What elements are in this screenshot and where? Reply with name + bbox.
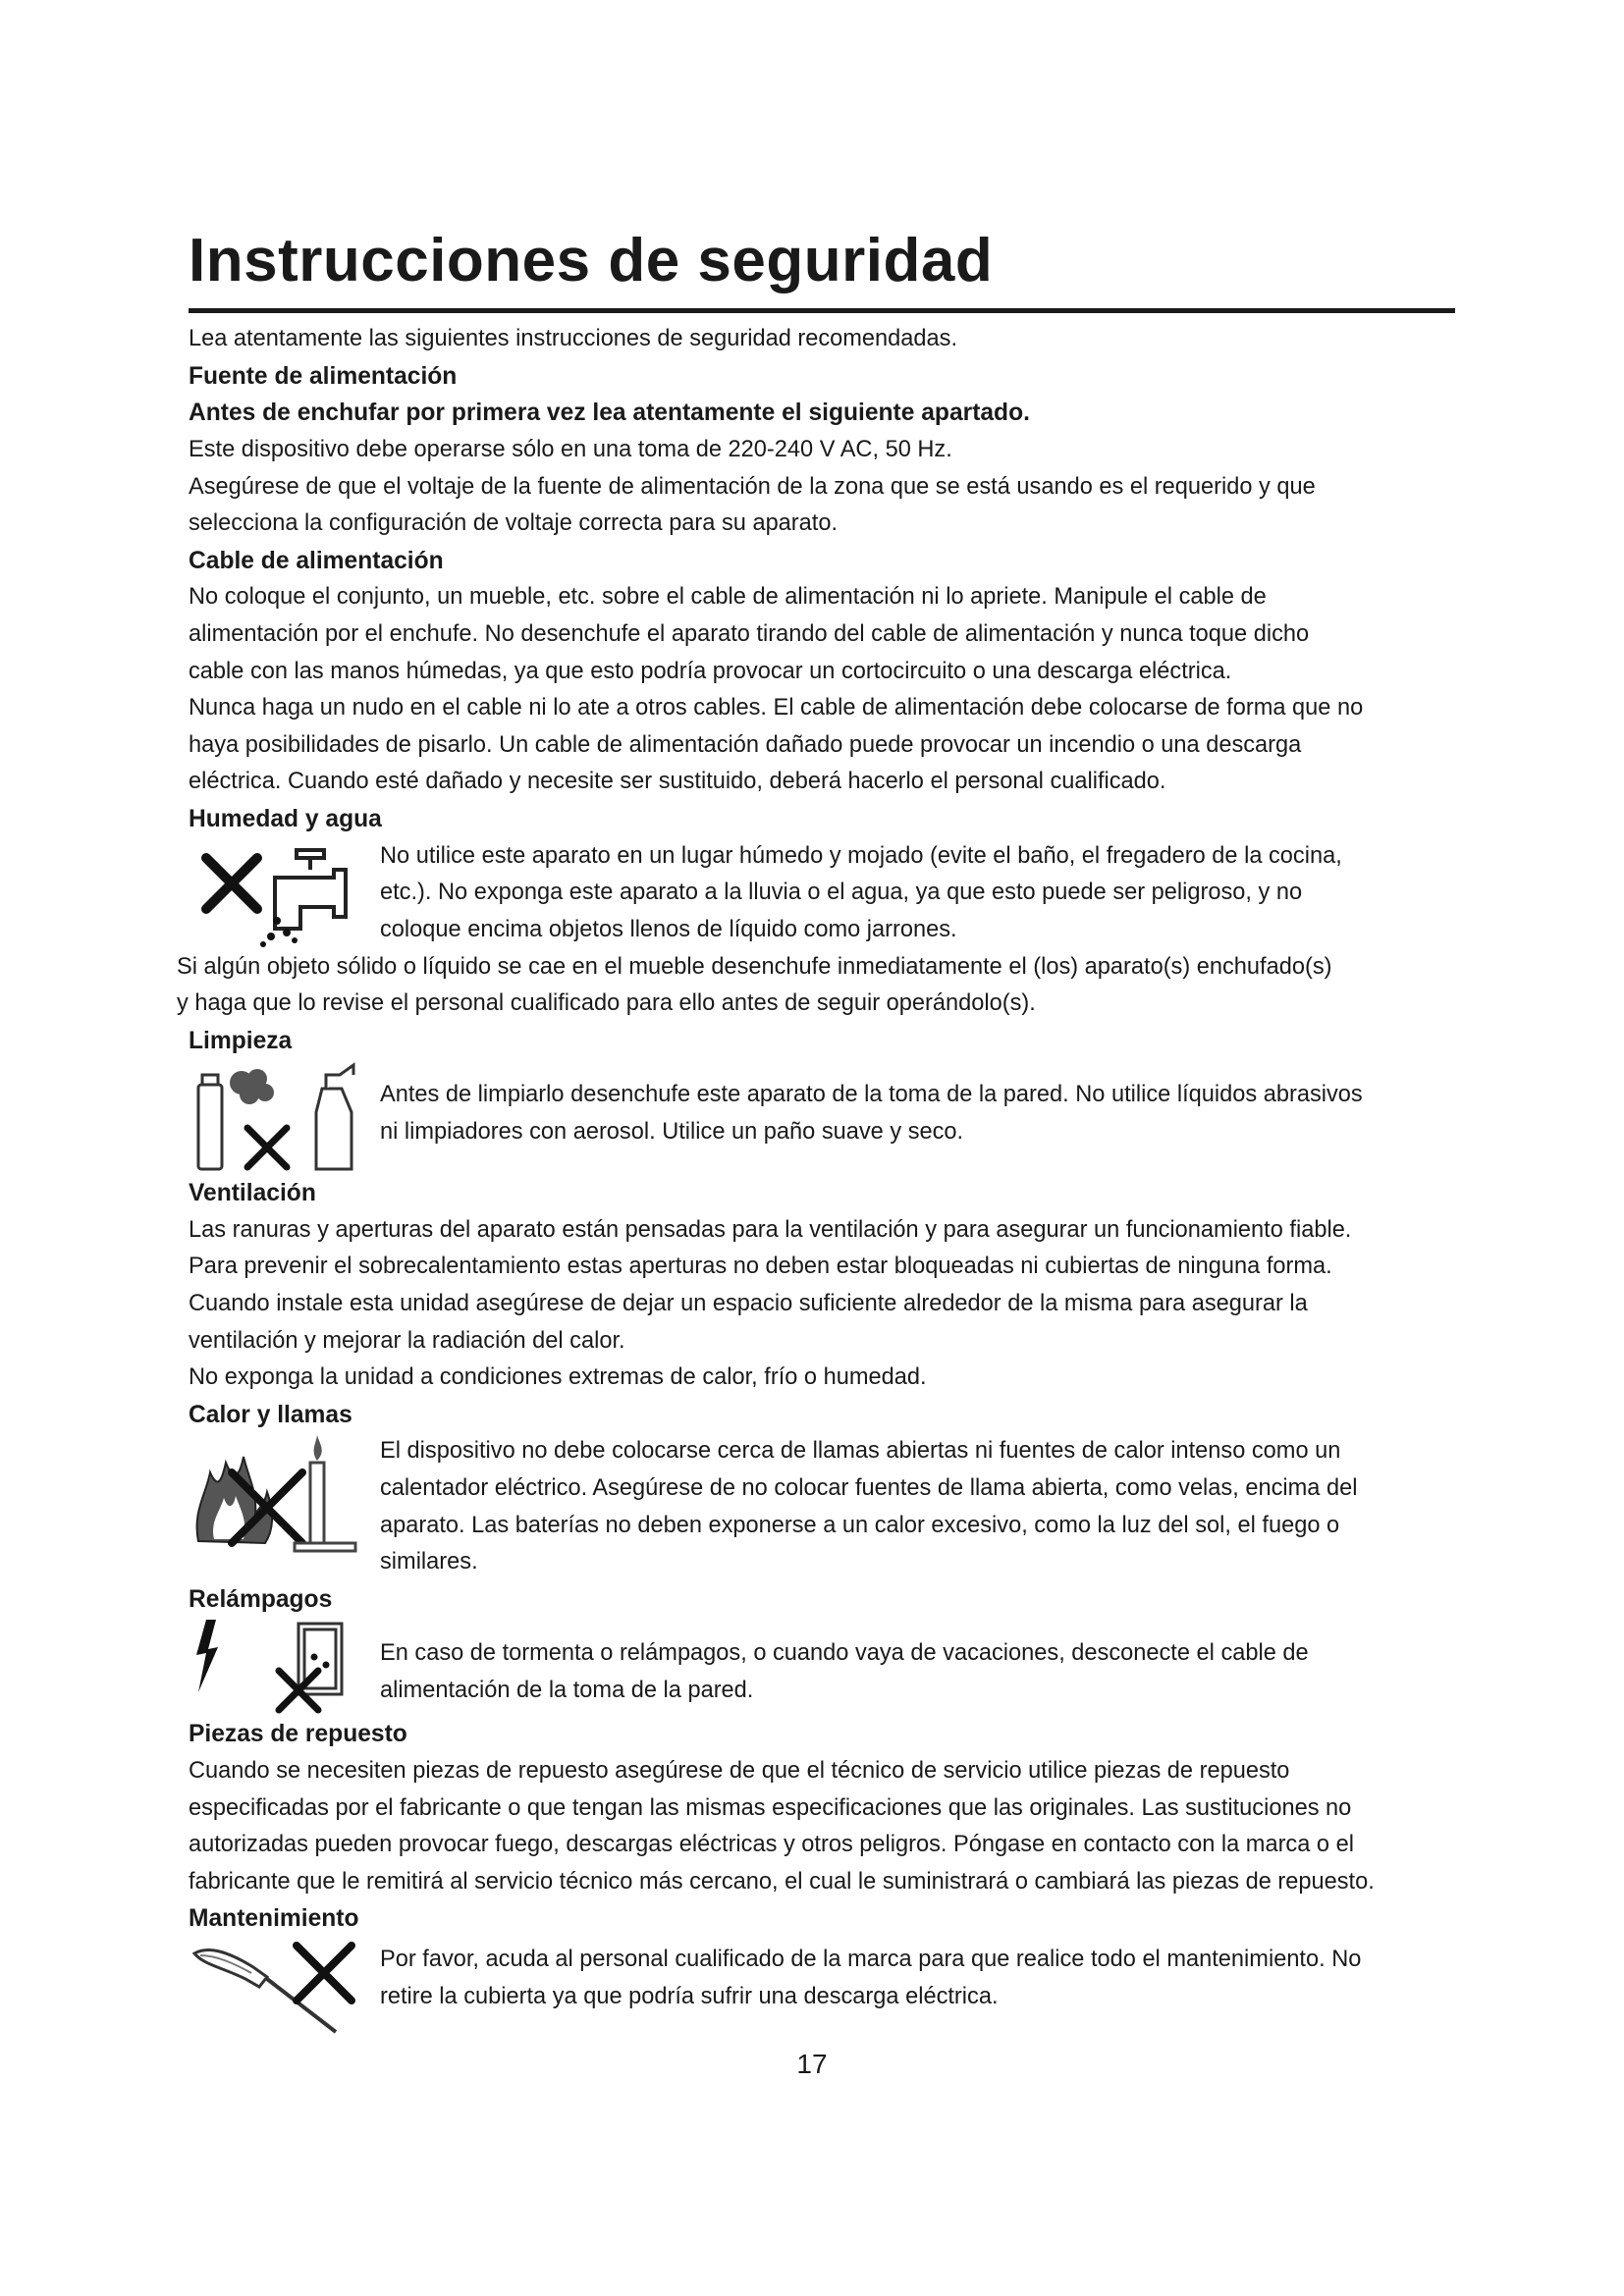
no-aerosol-cleaner-icon — [189, 1059, 380, 1175]
text-line: Si algún objeto sólido o líquido se cae en el mueble desenchufe inmediatamente el (los) aparato(s) enchufado(s) — [177, 953, 1332, 980]
text-line: especificadas por el fabricante o que tengan las mismas especificaciones que las originales. Las sustituciones no — [189, 1794, 1352, 1821]
heading-power-source: Fuente de alimentación — [189, 362, 458, 390]
text-line: retire la cubierta ya que podría sufrir una descarga eléctrica. — [380, 1983, 999, 2009]
heading-cleaning: Limpieza — [189, 1027, 293, 1054]
text-line: etc.). No exponga este aparato a la lluvia o el agua, ya que esto puede ser peligroso, y no — [380, 880, 1303, 906]
text-line: Para prevenir el sobrecalentamiento estas aperturas no deben estar bloqueadas ni cubiertas de ninguna forma. — [189, 1254, 1332, 1280]
subheading-power-source: Antes de enchufar por primera vez lea atentamente el siguiente apartado. — [189, 400, 1030, 427]
text-line: Asegúrese de que el voltaje de la fuente de alimentación de la zona que se está usando es el requerido y que — [189, 473, 1316, 500]
lightning-block — [189, 1618, 1455, 1716]
moisture-block — [189, 838, 1455, 949]
heat-block — [189, 1433, 1455, 1580]
lightning-unplug-icon — [189, 1618, 380, 1716]
no-water-tap-icon — [189, 838, 380, 949]
cleaning-block — [189, 1059, 1455, 1175]
intro-text: Lea atentamente las siguientes instrucciones de seguridad recomendadas. — [189, 326, 958, 352]
no-fire-candle-icon — [189, 1433, 380, 1571]
text-line: ni limpiadores con aerosol. Utilice un paño suave y seco. — [380, 1118, 964, 1145]
text-line: ventilación y mejorar la radiación del calor. — [189, 1327, 625, 1354]
text-line: Antes de limpiarlo desenchufe este aparato de la toma de la pared. No utilice líquidos abrasivos — [380, 1082, 1363, 1108]
text-line: No coloque el conjunto, un mueble, etc. sobre el cable de alimentación ni lo apriete. Manipule el cable de — [189, 584, 1267, 611]
page-number: 17 — [796, 2049, 828, 2079]
text-line: cable con las manos húmedas, ya que esto podría provocar un cortocircuito o una descarga eléctrica. — [189, 658, 1232, 684]
text-line: Este dispositivo debe operarse sólo en una toma de 220-240 V AC, 50 Hz. — [189, 436, 952, 462]
text-line: alimentación por el enchufe. No desenchufe el aparato tirando del cable de alimentación y nunca toque dicho — [189, 620, 1310, 647]
text-line: Las ranuras y aperturas del aparato están pensadas para la ventilación y para asegurar un funcionamiento fiable. — [189, 1216, 1352, 1243]
document-page — [177, 227, 1455, 2040]
heading-ventilation: Ventilación — [189, 1180, 316, 1207]
text-line: No utilice este aparato en un lugar húmedo y mojado (evite el baño, el fregadero de la cocina, — [380, 842, 1342, 869]
text-line: y haga que lo revise el personal cualificado para ello antes de seguir operándolo(s). — [177, 990, 1036, 1017]
text-line: El dispositivo no debe colocarse cerca de llamas abiertas ni fuentes de calor intenso como un — [380, 1438, 1341, 1465]
text-line: No exponga la unidad a condiciones extremas de calor, frío o humedad. — [189, 1364, 927, 1391]
text-line: fabricante que le remitirá al servicio técnico más cercano, el cual le suministrará o cambiará las piezas de repuesto. — [189, 1868, 1375, 1895]
text-line: calentador eléctrico. Asegúrese de no colocar fuentes de llama abierta, como velas, encima del — [380, 1475, 1358, 1502]
text-line: Cuando se necesiten piezas de repuesto asegúrese de que el técnico de servicio utilice piezas de repuesto — [189, 1758, 1290, 1784]
heading-power-cable: Cable de alimentación — [189, 547, 444, 574]
heading-moisture: Humedad y agua — [189, 805, 382, 832]
text-line: Por favor, acuda al personal cualificado de la marca para que realice todo el mantenimiento. No — [380, 1946, 1362, 1972]
text-line: Cuando instale esta unidad asegúrese de dejar un espacio suficiente alrededor de la misma para asegurar la — [189, 1291, 1308, 1317]
heading-replacement-parts: Piezas de repuesto — [189, 1721, 407, 1748]
text-line: alimentación de la toma de la pared. — [380, 1678, 754, 1703]
text-line: autorizadas pueden provocar fuego, descargas eléctricas y otros peligros. Póngase en contacto con la marca o el — [189, 1832, 1354, 1858]
text-line: similares. — [380, 1549, 478, 1575]
text-line: haya posibilidades de pisarlo. Un cable de alimentación dañado puede provocar un incendio o una descarga — [189, 731, 1302, 758]
heading-maintenance: Mantenimiento — [189, 1905, 359, 1933]
text-line: coloque encima objetos llenos de líquido como jarrones. — [380, 916, 957, 942]
text-line: aparato. Las baterías no deben exponerse a un calor excesivo, como la luz del sol, el fuego o — [380, 1512, 1340, 1538]
text-line: selecciona la configuración de voltaje correcta para su aparato. — [189, 510, 839, 537]
maintenance-block — [189, 1938, 1455, 2040]
text-line: Nunca haga un nudo en el cable ni lo ate a otros cables. El cable de alimentación debe colocarse de forma que no — [189, 695, 1364, 721]
heading-lightning: Relámpagos — [189, 1585, 333, 1613]
page-title: Instrucciones de seguridad — [189, 228, 1455, 313]
heading-heat-flames: Calor y llamas — [189, 1401, 352, 1428]
no-screwdriver-icon — [189, 1938, 380, 2040]
text-line: En caso de tormenta o relámpagos, o cuando vaya de vacaciones, desconecte el cable de — [380, 1640, 1309, 1667]
text-line: eléctrica. Cuando esté dañado y necesite ser sustituido, deberá hacerlo el personal cualificado. — [189, 769, 1166, 795]
